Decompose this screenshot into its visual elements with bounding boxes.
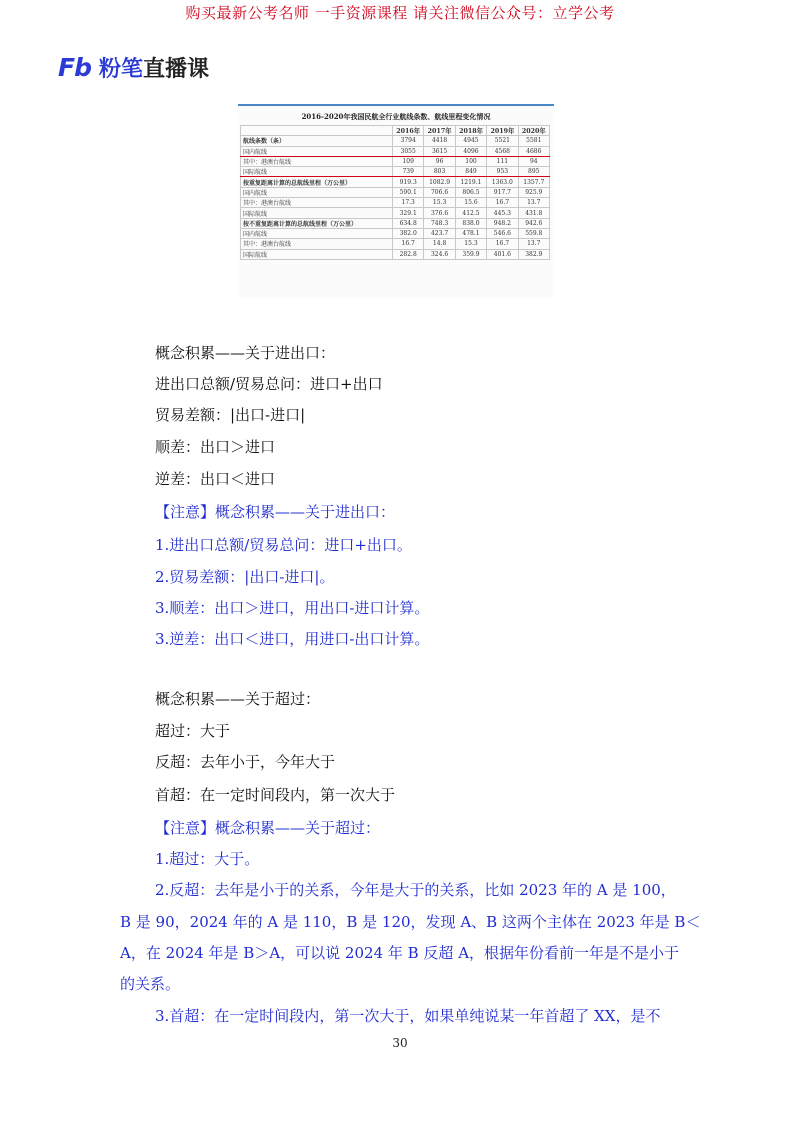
table-row [241, 187, 550, 197]
table-cell: 806.5 [455, 187, 486, 197]
text-line: 进出口总额/贸易总问：进口+出口 [155, 375, 383, 393]
row-label: 其中：港澳台航线 [241, 198, 393, 208]
row-label: 航线条数（条） [241, 136, 393, 146]
table-cell: 803 [424, 167, 455, 177]
logo-text [99, 52, 209, 83]
table-row [241, 177, 550, 187]
header-banner: 购买最新公考名师 一手资源课程 请关注微信公众号：立学公考 [185, 4, 615, 22]
table-cell: 4568 [487, 146, 518, 156]
text-line: 超过：大于 [155, 722, 231, 740]
note-line: 1.进出口总额/贸易总问：进口+出口。 [155, 536, 412, 554]
row-label: 国际航线 [241, 167, 393, 177]
note-line: 1.超过：大于。 [155, 850, 260, 868]
table-cell: 849 [455, 167, 486, 177]
table-cell: 96 [424, 156, 455, 166]
table-cell: 478.1 [455, 228, 486, 238]
table-cell: 5581 [518, 136, 549, 146]
table-row [241, 249, 550, 259]
table-cell: 706.6 [424, 187, 455, 197]
table-header-cell: 2016年 [393, 126, 424, 136]
table-title: 2016-2020年我国民航全行业航线条数、航线里程变化情况 [301, 112, 491, 121]
table-cell: 546.6 [487, 228, 518, 238]
table-cell: 412.5 [455, 208, 486, 218]
table-cell: 13.7 [518, 239, 549, 249]
row-label: 按不重复距离计算的总航线里程（万公里） [241, 218, 393, 228]
table-cell: 948.2 [487, 218, 518, 228]
table-cell: 5521 [487, 136, 518, 146]
table-cell: 895 [518, 167, 549, 177]
table-cell: 3055 [393, 146, 424, 156]
table-cell: 838.0 [455, 218, 486, 228]
table-cell: 401.6 [487, 249, 518, 259]
text-line: 反超：去年小于，今年大于 [155, 753, 336, 771]
logo-brand: 粉笔 [98, 56, 143, 82]
table-row [241, 218, 550, 228]
text-line: 贸易差额：|出口-进口| [155, 406, 306, 424]
table-cell: 4418 [424, 136, 455, 146]
table-cell: 431.8 [518, 208, 549, 218]
table-header-cell: 2018年 [455, 126, 486, 136]
note-line: 3.顺差：出口＞进口，用出口-进口计算。 [155, 599, 430, 617]
table-cell: 15.3 [455, 239, 486, 249]
row-label: 国内航线 [241, 187, 393, 197]
table-cell: 917.7 [487, 187, 518, 197]
note-line: 【注意】概念积累——关于进出口： [155, 503, 396, 521]
table-header-cell: 2017年 [424, 126, 455, 136]
note-line: B 是 90，2024 年的 A 是 110，B 是 120，发现 A、B 这两个主体在 2023 年是 B＜ [120, 913, 701, 931]
row-label: 国际航线 [241, 249, 393, 259]
row-label: 国内航线 [241, 146, 393, 156]
table-cell: 634.8 [393, 218, 424, 228]
table-cell: 100 [455, 156, 486, 166]
note-line: 3.逆差：出口＜进口，用进口-出口计算。 [155, 630, 430, 648]
table-cell: 1357.7 [518, 177, 549, 187]
table-row [241, 208, 550, 218]
logo-sub: 直播课 [143, 56, 210, 82]
table-cell: 925.9 [518, 187, 549, 197]
data-table [240, 125, 550, 260]
table-cell: 3615 [424, 146, 455, 156]
table-body [241, 136, 550, 260]
note-line: 的关系。 [120, 975, 181, 993]
table-cell: 4945 [455, 136, 486, 146]
table-cell: 359.9 [455, 249, 486, 259]
logo-mark-icon: Fb [58, 52, 91, 82]
table-cell: 919.3 [393, 177, 424, 187]
text-line: 概念积累——关于超过： [155, 690, 321, 708]
table-cell: 16.7 [487, 198, 518, 208]
note-line: 【注意】概念积累——关于超过： [155, 819, 381, 837]
table-cell: 739 [393, 167, 424, 177]
table-cell: 329.1 [393, 208, 424, 218]
table-cell: 590.1 [393, 187, 424, 197]
text-line: 逆差：出口＜进口 [155, 470, 276, 488]
table-cell: 382.9 [518, 249, 549, 259]
row-label: 国内航线 [241, 228, 393, 238]
table-cell: 4686 [518, 146, 549, 156]
row-label: 其中：港澳台航线 [241, 239, 393, 249]
table-cell: 324.6 [424, 249, 455, 259]
table-cell: 382.0 [393, 228, 424, 238]
table-cell: 748.3 [424, 218, 455, 228]
table-cell: 14.8 [424, 239, 455, 249]
row-label: 国际航线 [241, 208, 393, 218]
table-row [241, 239, 550, 249]
table-cell: 423.7 [424, 228, 455, 238]
table-cell: 1082.9 [424, 177, 455, 187]
table-row [241, 167, 550, 177]
table-cell: 17.3 [393, 198, 424, 208]
table-cell: 16.7 [393, 239, 424, 249]
table-cell: 15.3 [424, 198, 455, 208]
table-cell: 559.8 [518, 228, 549, 238]
table-cell: 1363.0 [487, 177, 518, 187]
table-cell: 942.6 [518, 218, 549, 228]
table-cell: 4096 [455, 146, 486, 156]
table-header-cell: 2020年 [518, 126, 549, 136]
table-cell: 13.7 [518, 198, 549, 208]
table-cell: 15.6 [455, 198, 486, 208]
note-line: 3.首超：在一定时间段内，第一次大于，如果单纯说某一年首超了 XX，是不 [155, 1007, 661, 1025]
table-row [241, 156, 550, 166]
table-row [241, 228, 550, 238]
text-line: 概念积累——关于进出口： [155, 344, 336, 362]
table-cell: 376.6 [424, 208, 455, 218]
table-row [241, 136, 550, 146]
table-cell: 282.8 [393, 249, 424, 259]
table-cell: 111 [487, 156, 518, 166]
note-line: 2.反超：去年是小于的关系，今年是大于的关系，比如 2023 年的 A 是 100， [155, 881, 676, 899]
data-table-image [238, 104, 554, 298]
table-row [241, 146, 550, 156]
table-header-row [241, 126, 550, 136]
text-line: 顺差：出口＞进口 [155, 438, 276, 456]
row-label: 按重复距离计算的总航线里程（万公里） [241, 177, 393, 187]
table-cell: 3794 [393, 136, 424, 146]
table-header-cell [241, 126, 393, 136]
table-cell: 1219.1 [455, 177, 486, 187]
table-cell: 94 [518, 156, 549, 166]
note-line: A，在 2024 年是 B＞A，可以说 2024 年 B 反超 A，根据年份看前一年是不是小于 [120, 944, 680, 962]
text-line: 首超：在一定时间段内，第一次大于 [155, 786, 396, 804]
table-cell: 16.7 [487, 239, 518, 249]
row-label: 其中：港澳台航线 [241, 156, 393, 166]
page-number: 30 [392, 1036, 408, 1050]
table-header-cell: 2019年 [487, 126, 518, 136]
note-line: 2.贸易差额：|出口-进口|。 [155, 568, 335, 586]
table-cell: 445.3 [487, 208, 518, 218]
brand-logo [58, 52, 209, 82]
table-row [241, 198, 550, 208]
table-cell: 109 [393, 156, 424, 166]
table-cell: 953 [487, 167, 518, 177]
